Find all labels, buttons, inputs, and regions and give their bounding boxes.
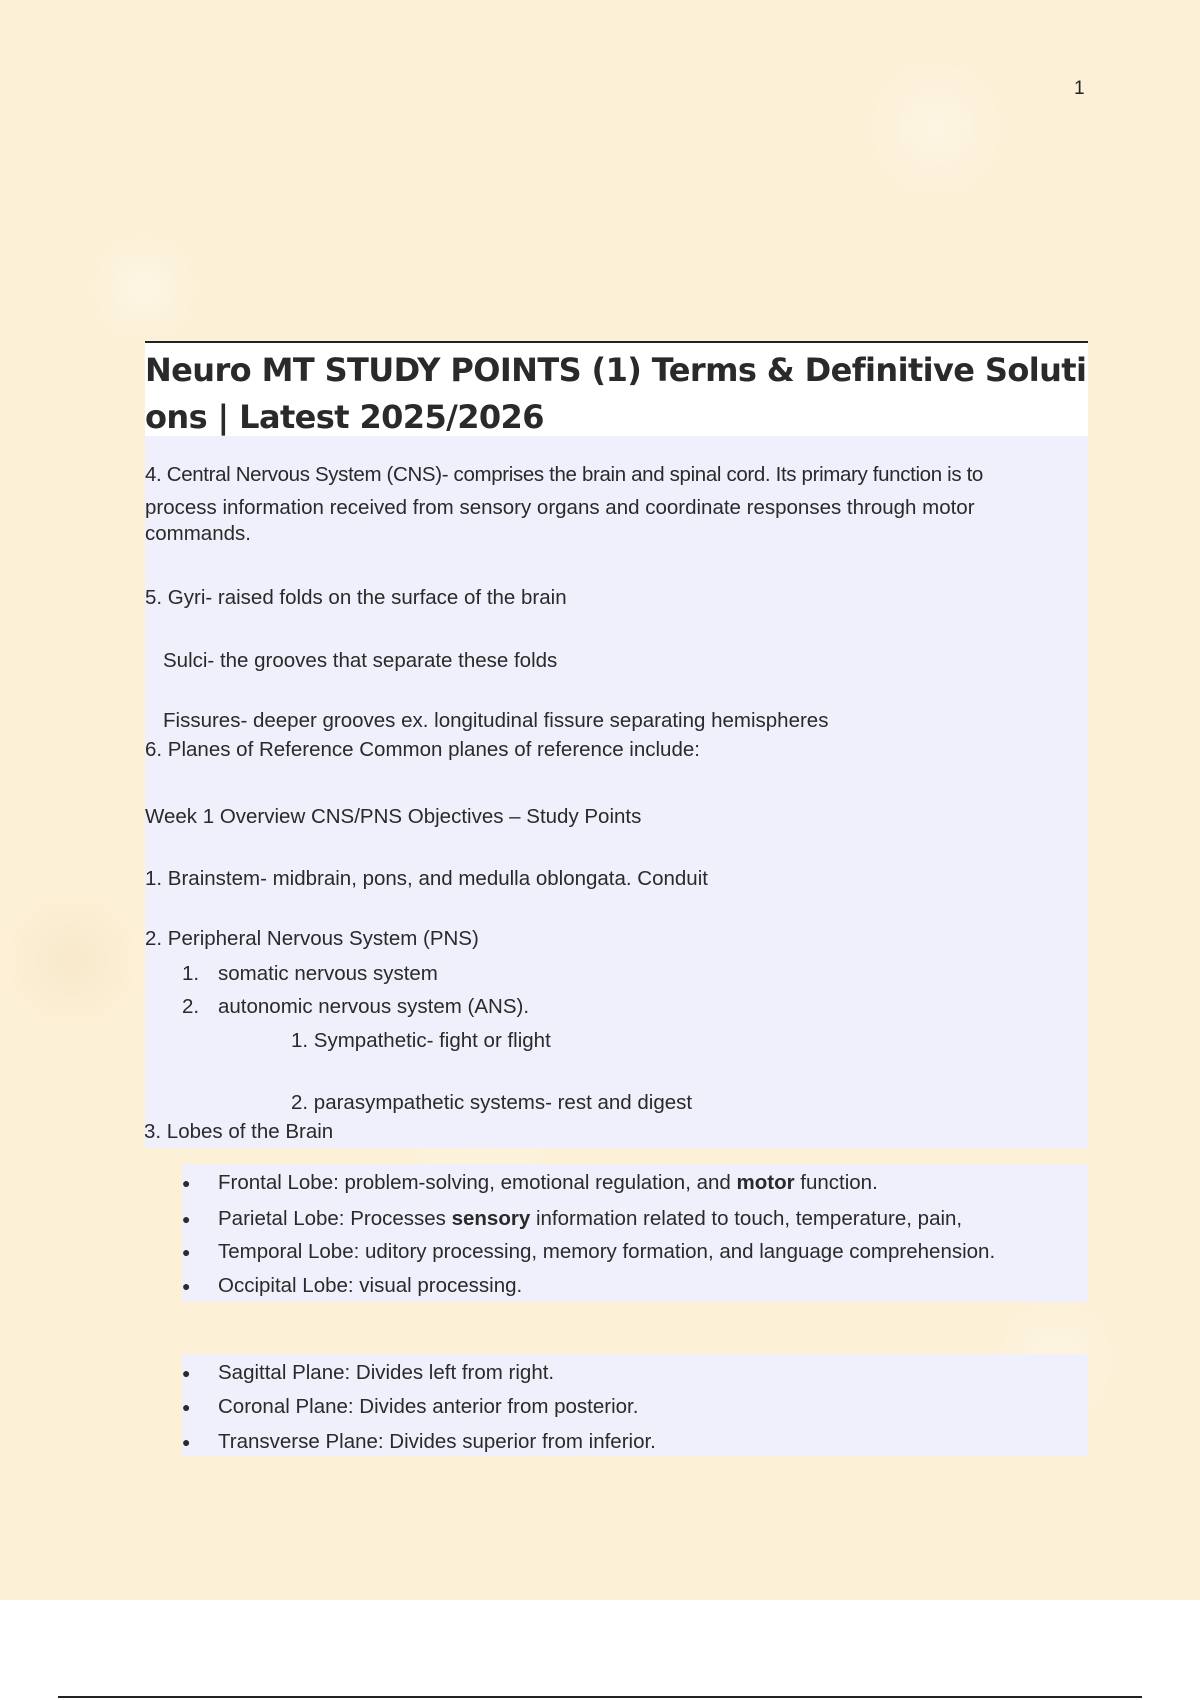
- ans-subitem-1: 1. Sympathetic- fight or flight: [291, 1029, 551, 1052]
- lobe-parietal: [218, 1207, 962, 1231]
- lobe-temporal: Temporal Lobe: uditory processing, memory formation, and language comprehension.: [218, 1240, 996, 1263]
- week-heading: Week 1 Overview CNS/PNS Objectives – Study Points: [145, 805, 642, 828]
- lobe-parietal-text-end: information related to touch, temperature, pain,: [530, 1207, 963, 1230]
- lobe-occipital: Occipital Lobe: visual processing.: [218, 1274, 523, 1297]
- bullet-icon: ●: [182, 1211, 191, 1227]
- list-number: 2.: [182, 995, 200, 1018]
- list-item-text: autonomic nervous system (ANS).: [218, 995, 530, 1018]
- lobe-frontal-bold: motor: [736, 1171, 795, 1194]
- pns-heading: 2. Peripheral Nervous System (PNS): [145, 927, 479, 950]
- brainstem-text: 1. Brainstem- midbrain, pons, and medulla oblongata. Conduit: [145, 867, 708, 890]
- lobe-frontal-text-end: function.: [794, 1171, 878, 1194]
- document-title: Neuro MT STUDY POINTS (1) Terms & Definitive Solutions | Latest 2025/2026: [145, 351, 1087, 436]
- bullet-icon: ●: [182, 1175, 191, 1191]
- page-number: 1: [1074, 78, 1085, 99]
- lobe-frontal-text: Frontal Lobe: problem-solving, emotional regulation, and: [218, 1171, 737, 1194]
- highlight-main: [145, 436, 1088, 1148]
- list-item-text: somatic nervous system: [218, 962, 438, 985]
- lobe-parietal-text: Parietal Lobe: Processes: [218, 1207, 452, 1230]
- title-block: [145, 341, 1088, 437]
- bullet-icon: ●: [182, 1244, 191, 1260]
- lobe-frontal: [218, 1171, 878, 1195]
- cns-line-3: commands.: [145, 522, 251, 545]
- bullet-icon: ●: [182, 1278, 191, 1294]
- planes-intro: 6. Planes of Reference Common planes of reference include:: [145, 738, 700, 761]
- ans-subitem-2: 2. parasympathetic systems- rest and digest: [291, 1091, 693, 1114]
- list-number: 1.: [182, 962, 200, 985]
- pns-item-2: [182, 995, 529, 1019]
- bullet-icon: ●: [182, 1365, 191, 1381]
- fissures-text: Fissures- deeper grooves ex. longitudinal fissure separating hemispheres: [163, 709, 829, 732]
- footer-rule: [58, 1696, 1142, 1698]
- lobes-heading: 3. Lobes of the Brain: [144, 1120, 334, 1143]
- lobe-parietal-bold: sensory: [451, 1207, 531, 1230]
- bullet-icon: ●: [182, 1399, 191, 1415]
- pns-item-1: [182, 962, 438, 986]
- gyri-text: 5. Gyri- raised folds on the surface of the brain: [145, 586, 567, 609]
- plane-transverse: Transverse Plane: Divides superior from inferior.: [218, 1430, 656, 1453]
- bullet-icon: ●: [182, 1434, 191, 1450]
- cns-line-2: process information received from sensory organs and coordinate responses through motor: [145, 496, 975, 519]
- plane-sagittal: Sagittal Plane: Divides left from right.: [218, 1361, 555, 1384]
- plane-coronal: Coronal Plane: Divides anterior from posterior.: [218, 1395, 639, 1418]
- cns-line-1: 4. Central Nervous System (CNS)- comprises the brain and spinal cord. Its primary function is to: [145, 463, 983, 486]
- sulci-text: Sulci- the grooves that separate these folds: [163, 649, 558, 672]
